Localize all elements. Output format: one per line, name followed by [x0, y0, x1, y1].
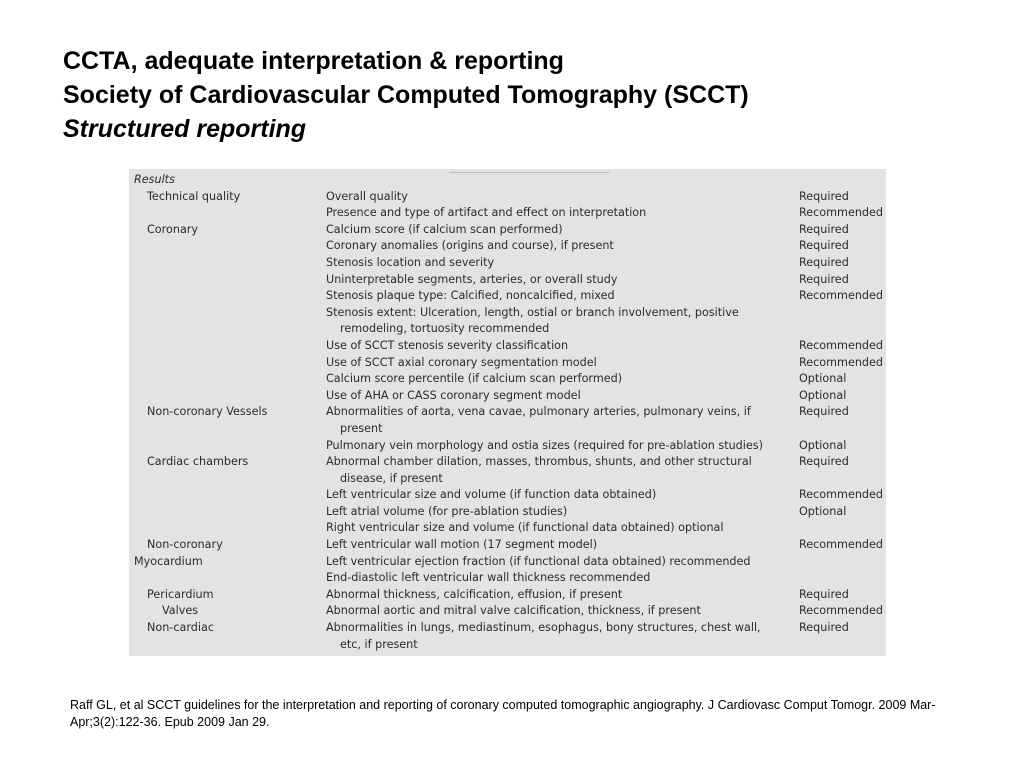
section-label: Results — [134, 173, 175, 186]
reporting-table-image — [129, 169, 886, 656]
row-status: Required — [799, 255, 849, 269]
row-status: Optional — [799, 438, 847, 452]
row-status: Required — [799, 189, 849, 203]
row-item: End-diastolic left ventricular wall thickness recommended — [326, 571, 651, 585]
row-status: Recommended — [799, 604, 884, 618]
row-status: Recommended — [799, 206, 884, 220]
row-status: Required — [799, 621, 849, 635]
row-item: Left ventricular size and volume (if function data obtained) — [326, 488, 657, 502]
row-item: Use of SCCT axial coronary segmentation model — [326, 355, 597, 369]
cropped-edge — [449, 169, 609, 173]
row-item: Abnormalities in lungs, mediastinum, esophagus, bony structures, chest wall, — [326, 621, 761, 635]
row-item: present — [340, 421, 383, 435]
row-status: Recommended — [799, 338, 884, 352]
row-status: Optional — [799, 504, 847, 518]
row-item: remodeling, tortuosity recommended — [340, 322, 550, 336]
row-item: Abnormal aortic and mitral valve calcification, thickness, if present — [326, 604, 701, 618]
row-item: Abnormal chamber dilation, masses, thrombus, shunts, and other structural — [326, 455, 752, 469]
row-item: Stenosis location and severity — [326, 255, 495, 269]
title-line-2: Society of Cardiovascular Computed Tomography (SCCT) — [63, 81, 749, 109]
row-status: Required — [799, 405, 849, 419]
row-item: Left ventricular wall motion (17 segment model) — [326, 538, 598, 552]
slide-header — [63, 44, 749, 146]
row-item: Use of AHA or CASS coronary segment model — [326, 388, 581, 402]
row-category: Valves — [162, 604, 199, 618]
row-item: Overall quality — [326, 189, 408, 203]
row-category: Technical quality — [147, 189, 241, 203]
row-item: Right ventricular size and volume (if functional data obtained) optional — [326, 521, 724, 535]
row-item: Presence and type of artifact and effect on interpretation — [326, 206, 647, 220]
row-status: Required — [799, 455, 849, 469]
row-item: Coronary anomalies (origins and course), if present — [326, 239, 614, 253]
row-item: etc, if present — [340, 637, 418, 651]
row-item: Left atrial volume (for pre-ablation studies) — [326, 504, 568, 518]
title-line-3: Structured reporting — [63, 115, 307, 143]
title-line-1: CCTA, adequate interpretation & reporting — [63, 47, 564, 75]
row-status: Recommended — [799, 289, 884, 303]
row-item: Abnormalities of aorta, vena cavae, pulmonary arteries, pulmonary veins, if — [326, 405, 751, 419]
row-item: disease, if present — [340, 471, 443, 485]
row-status: Recommended — [799, 538, 884, 552]
row-category: Non-coronary Vessels — [147, 405, 268, 419]
row-status: Recommended — [799, 355, 884, 369]
row-item: Calcium score percentile (if calcium scan performed) — [326, 372, 623, 386]
row-category: Myocardium — [134, 554, 203, 568]
row-item: Abnormal thickness, calcification, effusion, if present — [326, 587, 623, 601]
citation: Raff GL, et al SCCT guidelines for the interpretation and reporting of coronary computed tomographic angiography. J Cardiovasc Comput Tomogr. 2009 Mar-Apr;3(2):122-36. Epub 2009 Jan 29. — [70, 698, 936, 729]
row-status: Required — [799, 272, 849, 286]
row-item: Pulmonary vein morphology and ostia sizes (required for pre-ablation studies) — [326, 438, 763, 452]
row-category: Coronary — [147, 222, 199, 236]
row-status: Required — [799, 239, 849, 253]
row-category: Pericardium — [147, 587, 214, 601]
row-status: Required — [799, 222, 849, 236]
row-category: Cardiac chambers — [147, 455, 249, 469]
row-category: Non-coronary — [147, 538, 223, 552]
row-status: Optional — [799, 388, 847, 402]
row-item: Uninterpretable segments, arteries, or overall study — [326, 272, 618, 286]
row-status: Optional — [799, 372, 847, 386]
row-item: Use of SCCT stenosis severity classification — [326, 338, 569, 352]
row-category: Non-cardiac — [147, 621, 214, 635]
row-status: Recommended — [799, 488, 884, 502]
row-item: Stenosis plaque type: Calcified, noncalcified, mixed — [326, 289, 615, 303]
row-item: Stenosis extent: Ulceration, length, ostial or branch involvement, positive — [326, 305, 739, 319]
row-item: Calcium score (if calcium scan performed) — [326, 222, 563, 236]
row-status: Required — [799, 587, 849, 601]
row-item: Left ventricular ejection fraction (if functional data obtained) recommended — [326, 554, 751, 568]
